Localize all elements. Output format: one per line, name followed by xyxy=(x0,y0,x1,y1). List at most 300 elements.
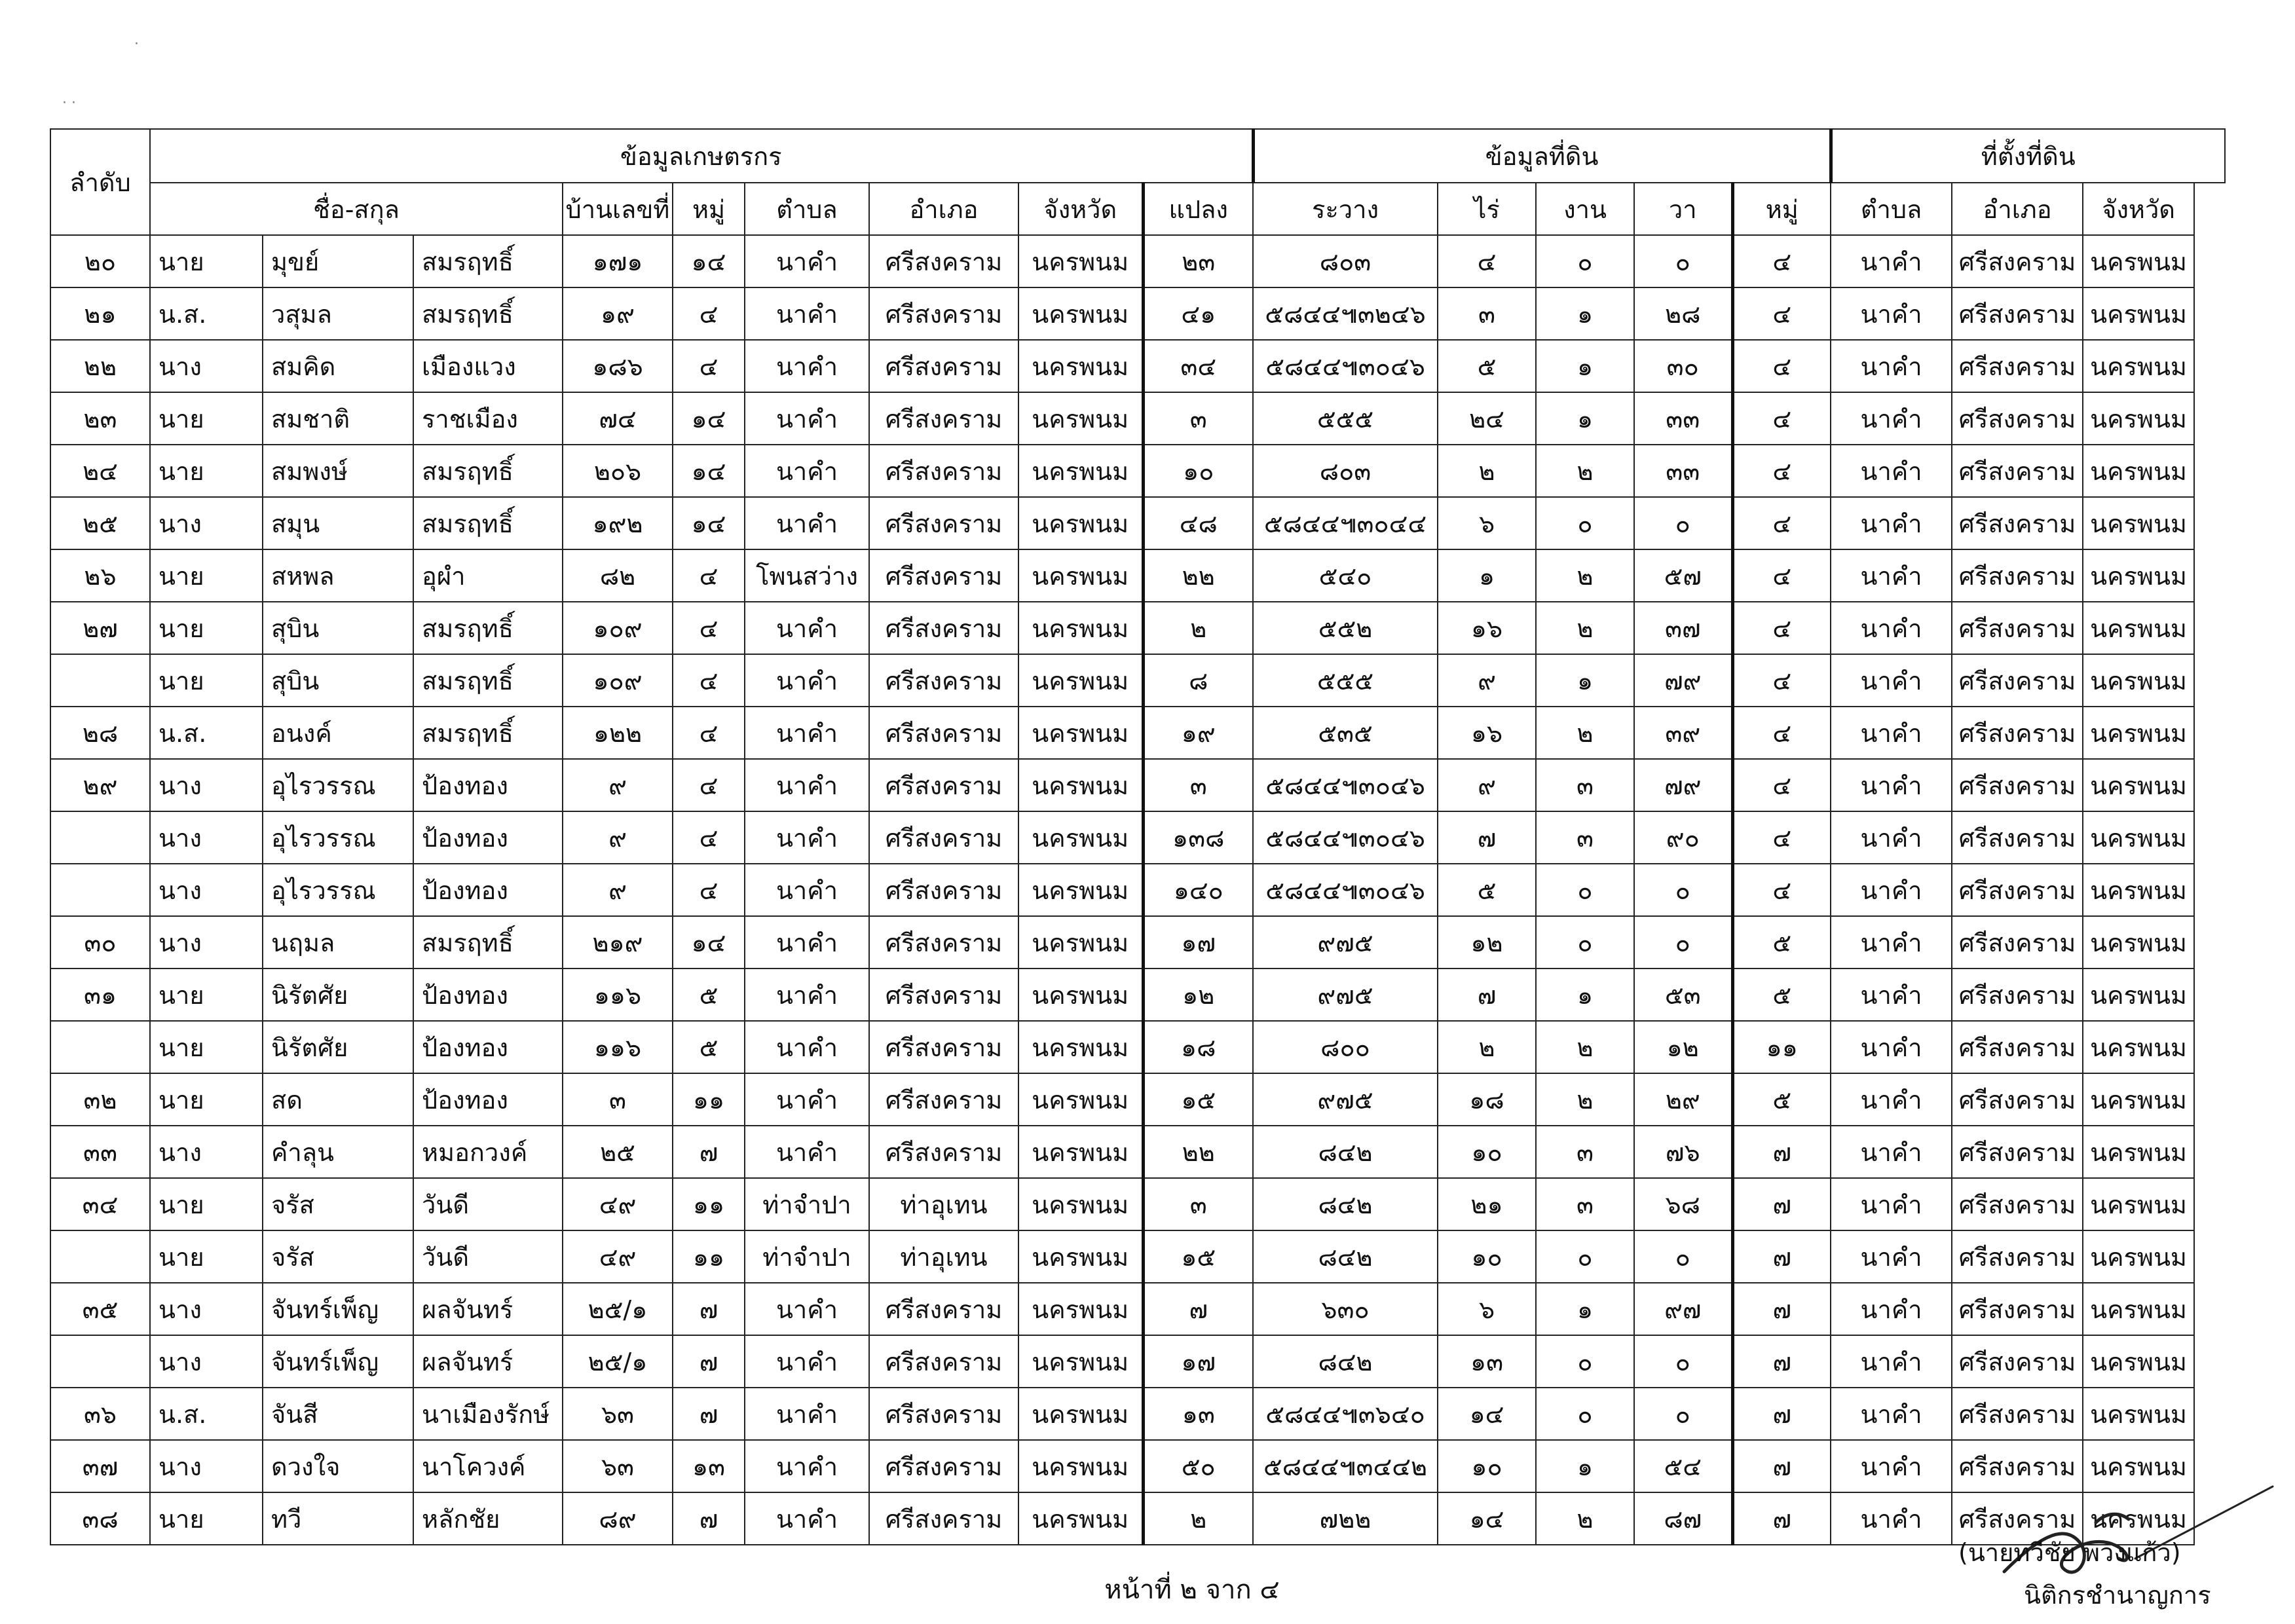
cell-wa: ๓๓ xyxy=(1634,392,1732,445)
cell-lamphoe: ศรีสงคราม xyxy=(1952,969,2083,1021)
cell-plot: ๒ xyxy=(1143,602,1253,654)
cell-lprovince: นครพนม xyxy=(2083,1335,2194,1388)
cell-lmoo: ๕ xyxy=(1732,1073,1831,1126)
cell-province: นครพนม xyxy=(1018,445,1143,497)
cell-house: ๑๐๙ xyxy=(563,654,673,707)
cell-lprovince: นครพนม xyxy=(2083,445,2194,497)
cell-rawang: ๙๗๕ xyxy=(1253,969,1438,1021)
cell-lamphoe: ศรีสงคราม xyxy=(1952,811,2083,864)
cell-ngan: ๒ xyxy=(1536,445,1634,497)
cell-no: ๒๑ xyxy=(50,287,150,340)
cell-title: นาย xyxy=(150,1178,263,1230)
cell-lmoo: ๔ xyxy=(1732,602,1831,654)
cell-first: ทวี xyxy=(263,1492,413,1545)
cell-last: สมรฤทธิ์ xyxy=(413,707,563,759)
cell-ngan: ๒ xyxy=(1536,1021,1634,1073)
cell-wa: ๒๙ xyxy=(1634,1073,1732,1126)
cell-province: นครพนม xyxy=(1018,1388,1143,1440)
cell-lprovince: นครพนม xyxy=(2083,497,2194,549)
cell-lmoo: ๔ xyxy=(1732,445,1831,497)
cell-lprovince: นครพนม xyxy=(2083,1230,2194,1283)
cell-lamphoe: ศรีสงคราม xyxy=(1952,864,2083,916)
cell-amphoe: ศรีสงคราม xyxy=(869,654,1018,707)
cell-wa: ๓๙ xyxy=(1634,707,1732,759)
cell-rai: ๖ xyxy=(1438,497,1536,549)
cell-first: จรัส xyxy=(263,1178,413,1230)
land-records-table xyxy=(50,128,2226,1545)
cell-province: นครพนม xyxy=(1018,1073,1143,1126)
cell-title: นาง xyxy=(150,811,263,864)
cell-moo: ๑๔ xyxy=(673,916,745,969)
cell-ltambon: นาคำ xyxy=(1831,759,1952,811)
cell-rai: ๑๓ xyxy=(1438,1335,1536,1388)
cell-last: สมรฤทธิ์ xyxy=(413,235,563,287)
cell-lprovince: นครพนม xyxy=(2083,811,2194,864)
cell-wa: ๐ xyxy=(1634,1388,1732,1440)
cell-lprovince: นครพนม xyxy=(2083,1492,2194,1545)
cell-ngan: ๒ xyxy=(1536,1073,1634,1126)
cell-amphoe: ศรีสงคราม xyxy=(869,1440,1018,1492)
cell-first: สมคิด xyxy=(263,340,413,392)
table-row xyxy=(50,1440,2225,1492)
cell-tambon: นาคำ xyxy=(745,1388,869,1440)
cell-ngan: ๑ xyxy=(1536,392,1634,445)
cell-no: ๒๒ xyxy=(50,340,150,392)
cell-plot: ๓ xyxy=(1143,759,1253,811)
cell-lmoo: ๔ xyxy=(1732,235,1831,287)
cell-last: ป้องทอง xyxy=(413,1073,563,1126)
cell-rai: ๙ xyxy=(1438,654,1536,707)
cell-lmoo: ๗ xyxy=(1732,1440,1831,1492)
cell-no xyxy=(50,811,150,864)
table-row xyxy=(50,759,2225,811)
cell-wa: ๐ xyxy=(1634,916,1732,969)
cell-province: นครพนม xyxy=(1018,759,1143,811)
signer-name: (นายทวีชัย พวงแก้ว) xyxy=(1958,1538,2181,1567)
cell-rawang: ๕๕๕ xyxy=(1253,392,1438,445)
header-loc-amphoe: อำเภอ xyxy=(1952,183,2083,235)
cell-lamphoe: ศรีสงคราม xyxy=(1952,916,2083,969)
cell-wa: ๙๗ xyxy=(1634,1283,1732,1335)
cell-title: นาย xyxy=(150,445,263,497)
cell-rai: ๑๔ xyxy=(1438,1492,1536,1545)
header-ngan: งาน xyxy=(1536,183,1634,235)
cell-wa: ๖๘ xyxy=(1634,1178,1732,1230)
cell-first: จันทร์เพ็ญ xyxy=(263,1335,413,1388)
cell-title: นาย xyxy=(150,602,263,654)
cell-wa: ๓๐ xyxy=(1634,340,1732,392)
table-row xyxy=(50,392,2225,445)
cell-rawang: ๘๔๒ xyxy=(1253,1178,1438,1230)
cell-ngan: ๓ xyxy=(1536,1178,1634,1230)
cell-amphoe: ศรีสงคราม xyxy=(869,1388,1018,1440)
cell-lprovince: นครพนม xyxy=(2083,235,2194,287)
cell-ltambon: นาคำ xyxy=(1831,654,1952,707)
cell-plot: ๓ xyxy=(1143,392,1253,445)
cell-ltambon: นาคำ xyxy=(1831,864,1952,916)
cell-last: สมรฤทธิ์ xyxy=(413,445,563,497)
table-row xyxy=(50,916,2225,969)
table-row xyxy=(50,969,2225,1021)
cell-last: ผลจันทร์ xyxy=(413,1283,563,1335)
table-row xyxy=(50,1021,2225,1073)
cell-title: นาย xyxy=(150,654,263,707)
cell-plot: ๓๔ xyxy=(1143,340,1253,392)
cell-ltambon: นาคำ xyxy=(1831,1388,1952,1440)
cell-province: นครพนม xyxy=(1018,1178,1143,1230)
cell-house: ๔๙ xyxy=(563,1178,673,1230)
cell-house: ๑๑๖ xyxy=(563,1021,673,1073)
cell-province: นครพนม xyxy=(1018,1283,1143,1335)
cell-rai: ๒๔ xyxy=(1438,392,1536,445)
cell-rawang: ๕๕๒ xyxy=(1253,602,1438,654)
cell-wa: ๕๓ xyxy=(1634,969,1732,1021)
cell-ltambon: นาคำ xyxy=(1831,497,1952,549)
cell-moo: ๕ xyxy=(673,969,745,1021)
cell-lmoo: ๕ xyxy=(1732,969,1831,1021)
table-row xyxy=(50,497,2225,549)
table-row xyxy=(50,235,2225,287)
cell-house: ๒๕/๑ xyxy=(563,1283,673,1335)
cell-moo: ๔ xyxy=(673,707,745,759)
cell-ngan: ๐ xyxy=(1536,864,1634,916)
cell-last: สมรฤทธิ์ xyxy=(413,287,563,340)
cell-amphoe: ศรีสงคราม xyxy=(869,969,1018,1021)
cell-first: มุขย์ xyxy=(263,235,413,287)
cell-plot: ๗ xyxy=(1143,1283,1253,1335)
cell-lprovince: นครพนม xyxy=(2083,549,2194,602)
cell-rawang: ๘๐๐ xyxy=(1253,1021,1438,1073)
table-row xyxy=(50,654,2225,707)
cell-rawang: ๕๘๔๔๚๓๐๔๖ xyxy=(1253,759,1438,811)
cell-house: ๑๒๒ xyxy=(563,707,673,759)
cell-rawang: ๗๒๒ xyxy=(1253,1492,1438,1545)
cell-last: ป้องทอง xyxy=(413,759,563,811)
cell-lprovince: นครพนม xyxy=(2083,1388,2194,1440)
cell-wa: ๘๗ xyxy=(1634,1492,1732,1545)
cell-ngan: ๓ xyxy=(1536,811,1634,864)
cell-tambon: นาคำ xyxy=(745,1073,869,1126)
cell-lamphoe: ศรีสงคราม xyxy=(1952,1492,2083,1545)
cell-lamphoe: ศรีสงคราม xyxy=(1952,1283,2083,1335)
cell-title: น.ส. xyxy=(150,707,263,759)
cell-no: ๓๒ xyxy=(50,1073,150,1126)
cell-plot: ๘ xyxy=(1143,654,1253,707)
cell-title: นาย xyxy=(150,549,263,602)
cell-amphoe: ท่าอุเทน xyxy=(869,1178,1018,1230)
cell-no: ๓๗ xyxy=(50,1440,150,1492)
cell-house: ๖๓ xyxy=(563,1440,673,1492)
cell-province: นครพนม xyxy=(1018,1492,1143,1545)
cell-first: นิรัตศัย xyxy=(263,1021,413,1073)
cell-rawang: ๕๔๐ xyxy=(1253,549,1438,602)
cell-lmoo: ๔ xyxy=(1732,340,1831,392)
cell-house: ๒๕/๑ xyxy=(563,1335,673,1388)
cell-province: นครพนม xyxy=(1018,602,1143,654)
cell-house: ๙ xyxy=(563,759,673,811)
cell-no: ๒๗ xyxy=(50,602,150,654)
cell-moo: ๗ xyxy=(673,1388,745,1440)
cell-first: สมุน xyxy=(263,497,413,549)
cell-wa: ๓๗ xyxy=(1634,602,1732,654)
cell-moo: ๔ xyxy=(673,864,745,916)
cell-plot: ๓ xyxy=(1143,1178,1253,1230)
cell-title: นาย xyxy=(150,1021,263,1073)
cell-first: สมชาติ xyxy=(263,392,413,445)
cell-lamphoe: ศรีสงคราม xyxy=(1952,1230,2083,1283)
cell-lmoo: ๑๑ xyxy=(1732,1021,1831,1073)
cell-no xyxy=(50,1230,150,1283)
cell-first: อุไรวรรณ xyxy=(263,864,413,916)
cell-tambon: นาคำ xyxy=(745,1021,869,1073)
cell-province: นครพนม xyxy=(1018,549,1143,602)
cell-ngan: ๓ xyxy=(1536,759,1634,811)
cell-plot: ๒๒ xyxy=(1143,1126,1253,1178)
cell-house: ๑๗๑ xyxy=(563,235,673,287)
cell-lamphoe: ศรีสงคราม xyxy=(1952,1335,2083,1388)
cell-title: นาย xyxy=(150,392,263,445)
cell-rawang: ๕๘๔๔๚๓๐๔๔ xyxy=(1253,497,1438,549)
cell-lprovince: นครพนม xyxy=(2083,287,2194,340)
cell-amphoe: ศรีสงคราม xyxy=(869,916,1018,969)
cell-house: ๑๙๒ xyxy=(563,497,673,549)
cell-lamphoe: ศรีสงคราม xyxy=(1952,1388,2083,1440)
cell-amphoe: ศรีสงคราม xyxy=(869,707,1018,759)
cell-rai: ๑๔ xyxy=(1438,1388,1536,1440)
cell-first: คำลุน xyxy=(263,1126,413,1178)
cell-lamphoe: ศรีสงคราม xyxy=(1952,549,2083,602)
cell-wa: ๕๗ xyxy=(1634,549,1732,602)
cell-amphoe: ศรีสงคราม xyxy=(869,497,1018,549)
cell-no: ๓๕ xyxy=(50,1283,150,1335)
cell-wa: ๐ xyxy=(1634,235,1732,287)
signer-position: นิติกรชำนาญการ xyxy=(2024,1581,2211,1610)
cell-ltambon: นาคำ xyxy=(1831,602,1952,654)
cell-lmoo: ๔ xyxy=(1732,392,1831,445)
cell-ngan: ๐ xyxy=(1536,916,1634,969)
cell-house: ๗๔ xyxy=(563,392,673,445)
cell-lmoo: ๗ xyxy=(1732,1335,1831,1388)
cell-moo: ๑๑ xyxy=(673,1230,745,1283)
cell-lprovince: นครพนม xyxy=(2083,864,2194,916)
cell-rai: ๗ xyxy=(1438,969,1536,1021)
cell-amphoe: ศรีสงคราม xyxy=(869,549,1018,602)
cell-amphoe: ศรีสงคราม xyxy=(869,1073,1018,1126)
cell-first: สุบิน xyxy=(263,602,413,654)
cell-amphoe: ศรีสงคราม xyxy=(869,1335,1018,1388)
cell-last: วันดี xyxy=(413,1178,563,1230)
cell-no xyxy=(50,1021,150,1073)
cell-no: ๒๖ xyxy=(50,549,150,602)
cell-wa: ๐ xyxy=(1634,1335,1732,1388)
cell-ngan: ๑ xyxy=(1536,287,1634,340)
cell-tambon: นาคำ xyxy=(745,1440,869,1492)
cell-lprovince: นครพนม xyxy=(2083,602,2194,654)
cell-lprovince: นครพนม xyxy=(2083,1283,2194,1335)
cell-moo: ๔ xyxy=(673,759,745,811)
cell-lmoo: ๔ xyxy=(1732,287,1831,340)
cell-ltambon: นาคำ xyxy=(1831,1440,1952,1492)
cell-tambon: นาคำ xyxy=(745,707,869,759)
cell-title: นาง xyxy=(150,1126,263,1178)
cell-moo: ๑๓ xyxy=(673,1440,745,1492)
table-row xyxy=(50,287,2225,340)
cell-plot: ๑๗ xyxy=(1143,916,1253,969)
header-loc-province: จังหวัด xyxy=(2083,183,2194,235)
cell-tambon: ท่าจำปา xyxy=(745,1230,869,1283)
cell-rai: ๔ xyxy=(1438,235,1536,287)
header-tambon: ตำบล xyxy=(745,183,869,235)
cell-plot: ๒๒ xyxy=(1143,549,1253,602)
cell-tambon: นาคำ xyxy=(745,1126,869,1178)
cell-lamphoe: ศรีสงคราม xyxy=(1952,602,2083,654)
cell-title: นาง xyxy=(150,497,263,549)
cell-rawang: ๘๐๓ xyxy=(1253,445,1438,497)
cell-province: นครพนม xyxy=(1018,1440,1143,1492)
cell-house: ๘๒ xyxy=(563,549,673,602)
cell-moo: ๔ xyxy=(673,340,745,392)
cell-moo: ๑๑ xyxy=(673,1178,745,1230)
cell-last: ป้องทอง xyxy=(413,1021,563,1073)
cell-house: ๒๑๙ xyxy=(563,916,673,969)
cell-tambon: นาคำ xyxy=(745,1335,869,1388)
cell-rawang: ๘๔๒ xyxy=(1253,1335,1438,1388)
cell-rawang: ๕๓๕ xyxy=(1253,707,1438,759)
cell-house: ๑๙ xyxy=(563,287,673,340)
cell-plot: ๑๘ xyxy=(1143,1021,1253,1073)
cell-ltambon: นาคำ xyxy=(1831,287,1952,340)
cell-province: นครพนม xyxy=(1018,654,1143,707)
cell-title: นาง xyxy=(150,1440,263,1492)
cell-rai: ๒ xyxy=(1438,1021,1536,1073)
cell-lamphoe: ศรีสงคราม xyxy=(1952,287,2083,340)
header-farmer-info: ข้อมูลเกษตรกร xyxy=(150,129,1253,183)
cell-lmoo: ๗ xyxy=(1732,1283,1831,1335)
cell-plot: ๒๓ xyxy=(1143,235,1253,287)
cell-first: นฤมล xyxy=(263,916,413,969)
header-moo: หมู่ xyxy=(673,183,745,235)
cell-rai: ๗ xyxy=(1438,811,1536,864)
cell-house: ๒๕ xyxy=(563,1126,673,1178)
cell-province: นครพนม xyxy=(1018,969,1143,1021)
cell-first: สมพงษ์ xyxy=(263,445,413,497)
cell-lprovince: นครพนม xyxy=(2083,969,2194,1021)
cell-rai: ๑๖ xyxy=(1438,602,1536,654)
table-row xyxy=(50,1335,2225,1388)
table-row xyxy=(50,602,2225,654)
cell-ltambon: นาคำ xyxy=(1831,1126,1952,1178)
cell-amphoe: ศรีสงคราม xyxy=(869,759,1018,811)
table-row xyxy=(50,445,2225,497)
cell-lamphoe: ศรีสงคราม xyxy=(1952,497,2083,549)
cell-rai: ๑๖ xyxy=(1438,707,1536,759)
cell-plot: ๒ xyxy=(1143,1492,1253,1545)
cell-amphoe: ศรีสงคราม xyxy=(869,1021,1018,1073)
cell-lmoo: ๗ xyxy=(1732,1178,1831,1230)
cell-title: นาย xyxy=(150,969,263,1021)
cell-moo: ๔ xyxy=(673,654,745,707)
cell-rai: ๑๐ xyxy=(1438,1126,1536,1178)
cell-ngan: ๐ xyxy=(1536,235,1634,287)
cell-ltambon: นาคำ xyxy=(1831,235,1952,287)
cell-tambon: นาคำ xyxy=(745,340,869,392)
cell-title: น.ส. xyxy=(150,287,263,340)
cell-plot: ๑๐ xyxy=(1143,445,1253,497)
cell-lprovince: นครพนม xyxy=(2083,916,2194,969)
cell-moo: ๑๔ xyxy=(673,235,745,287)
cell-wa: ๙๐ xyxy=(1634,811,1732,864)
cell-lamphoe: ศรีสงคราม xyxy=(1952,392,2083,445)
cell-plot: ๑๕ xyxy=(1143,1073,1253,1126)
cell-house: ๒๐๖ xyxy=(563,445,673,497)
cell-moo: ๑๔ xyxy=(673,445,745,497)
cell-last: สมรฤทธิ์ xyxy=(413,497,563,549)
cell-title: นาย xyxy=(150,1492,263,1545)
cell-wa: ๓๓ xyxy=(1634,445,1732,497)
cell-moo: ๗ xyxy=(673,1126,745,1178)
cell-province: นครพนม xyxy=(1018,1230,1143,1283)
cell-moo: ๔ xyxy=(673,549,745,602)
cell-lmoo: ๗ xyxy=(1732,1126,1831,1178)
cell-moo: ๑๔ xyxy=(673,497,745,549)
cell-lamphoe: ศรีสงคราม xyxy=(1952,759,2083,811)
cell-tambon: โพนสว่าง xyxy=(745,549,869,602)
cell-ngan: ๐ xyxy=(1536,497,1634,549)
cell-title: นาง xyxy=(150,340,263,392)
cell-amphoe: ศรีสงคราม xyxy=(869,445,1018,497)
cell-title: นาง xyxy=(150,864,263,916)
cell-no xyxy=(50,654,150,707)
cell-first: วสุมล xyxy=(263,287,413,340)
cell-amphoe: ท่าอุเทน xyxy=(869,1230,1018,1283)
cell-lamphoe: ศรีสงคราม xyxy=(1952,1178,2083,1230)
cell-rai: ๓ xyxy=(1438,287,1536,340)
cell-house: ๔๙ xyxy=(563,1230,673,1283)
cell-first: จรัส xyxy=(263,1230,413,1283)
cell-lmoo: ๗ xyxy=(1732,1492,1831,1545)
cell-no xyxy=(50,1335,150,1388)
cell-tambon: นาคำ xyxy=(745,916,869,969)
cell-first: ดวงใจ xyxy=(263,1440,413,1492)
cell-tambon: นาคำ xyxy=(745,1283,869,1335)
cell-no: ๒๙ xyxy=(50,759,150,811)
header-land-info: ข้อมูลที่ดิน xyxy=(1253,129,1831,183)
cell-first: สหพล xyxy=(263,549,413,602)
cell-rawang: ๕๘๔๔๚๓๖๔๐ xyxy=(1253,1388,1438,1440)
cell-wa: ๐ xyxy=(1634,864,1732,916)
cell-ltambon: นาคำ xyxy=(1831,811,1952,864)
cell-ngan: ๑ xyxy=(1536,340,1634,392)
cell-house: ๘๙ xyxy=(563,1492,673,1545)
cell-province: นครพนม xyxy=(1018,916,1143,969)
cell-house: ๓ xyxy=(563,1073,673,1126)
cell-province: นครพนม xyxy=(1018,811,1143,864)
cell-rai: ๕ xyxy=(1438,340,1536,392)
cell-lprovince: นครพนม xyxy=(2083,1073,2194,1126)
cell-tambon: ท่าจำปา xyxy=(745,1178,869,1230)
cell-lmoo: ๔ xyxy=(1732,497,1831,549)
cell-last: วันดี xyxy=(413,1230,563,1283)
cell-lamphoe: ศรีสงคราม xyxy=(1952,1126,2083,1178)
cell-wa: ๗๖ xyxy=(1634,1126,1732,1178)
table-row xyxy=(50,811,2225,864)
header-order: ลำดับ xyxy=(50,129,150,235)
cell-lmoo: ๗ xyxy=(1732,1388,1831,1440)
cell-rawang: ๖๓๐ xyxy=(1253,1283,1438,1335)
cell-title: น.ส. xyxy=(150,1388,263,1440)
cell-lamphoe: ศรีสงคราม xyxy=(1952,707,2083,759)
cell-first: สด xyxy=(263,1073,413,1126)
